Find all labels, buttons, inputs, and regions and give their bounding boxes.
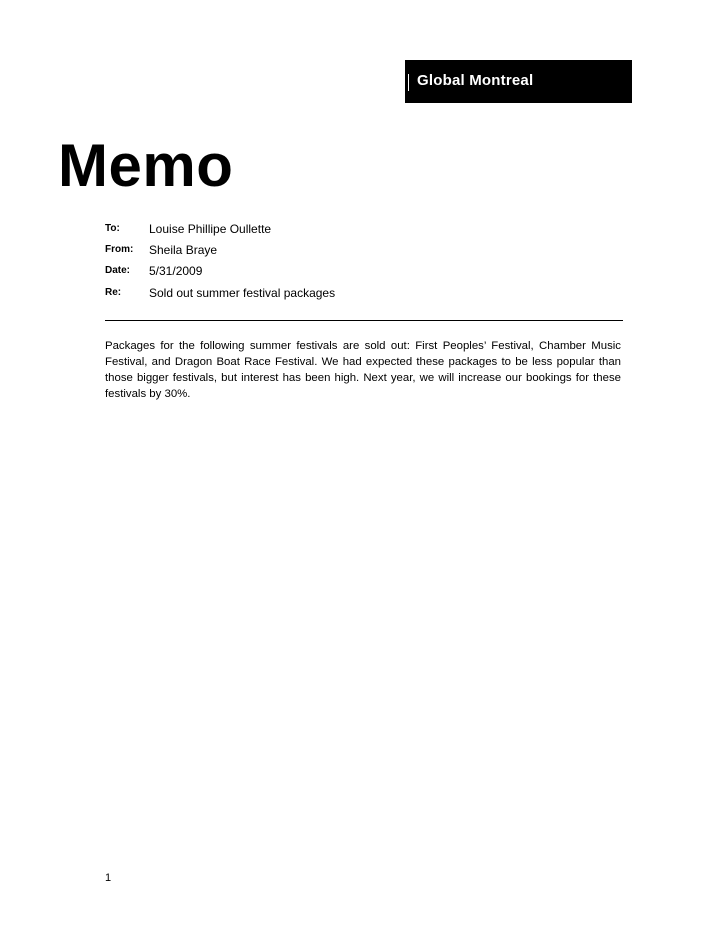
re-label: Re: bbox=[105, 287, 122, 298]
re-value: Sold out summer festival packages bbox=[149, 286, 336, 300]
company-banner bbox=[405, 60, 632, 103]
to-value: Louise Phillipe Oullette bbox=[149, 222, 272, 236]
from-value: Sheila Braye bbox=[149, 243, 218, 257]
header-divider bbox=[105, 320, 623, 321]
date-value: 5/31/2009 bbox=[149, 264, 203, 278]
memo-title: Memo bbox=[58, 132, 234, 199]
company-name: Global Montreal bbox=[417, 72, 534, 89]
page-number: 1 bbox=[105, 872, 112, 884]
to-label: To: bbox=[105, 223, 120, 234]
date-label: Date: bbox=[105, 265, 131, 276]
memo-body: Packages for the following summer festivals are sold out: First Peoples’ Festival, Chamber Music Festival, and Dragon Boat Race Festival. We had expected these packages to be less popular than those bigger festivals, but interest has been high. Next year, we will increase our bookings for these festivals by 30%. bbox=[105, 340, 621, 400]
text-cursor bbox=[408, 74, 409, 91]
from-label: From: bbox=[105, 244, 134, 255]
